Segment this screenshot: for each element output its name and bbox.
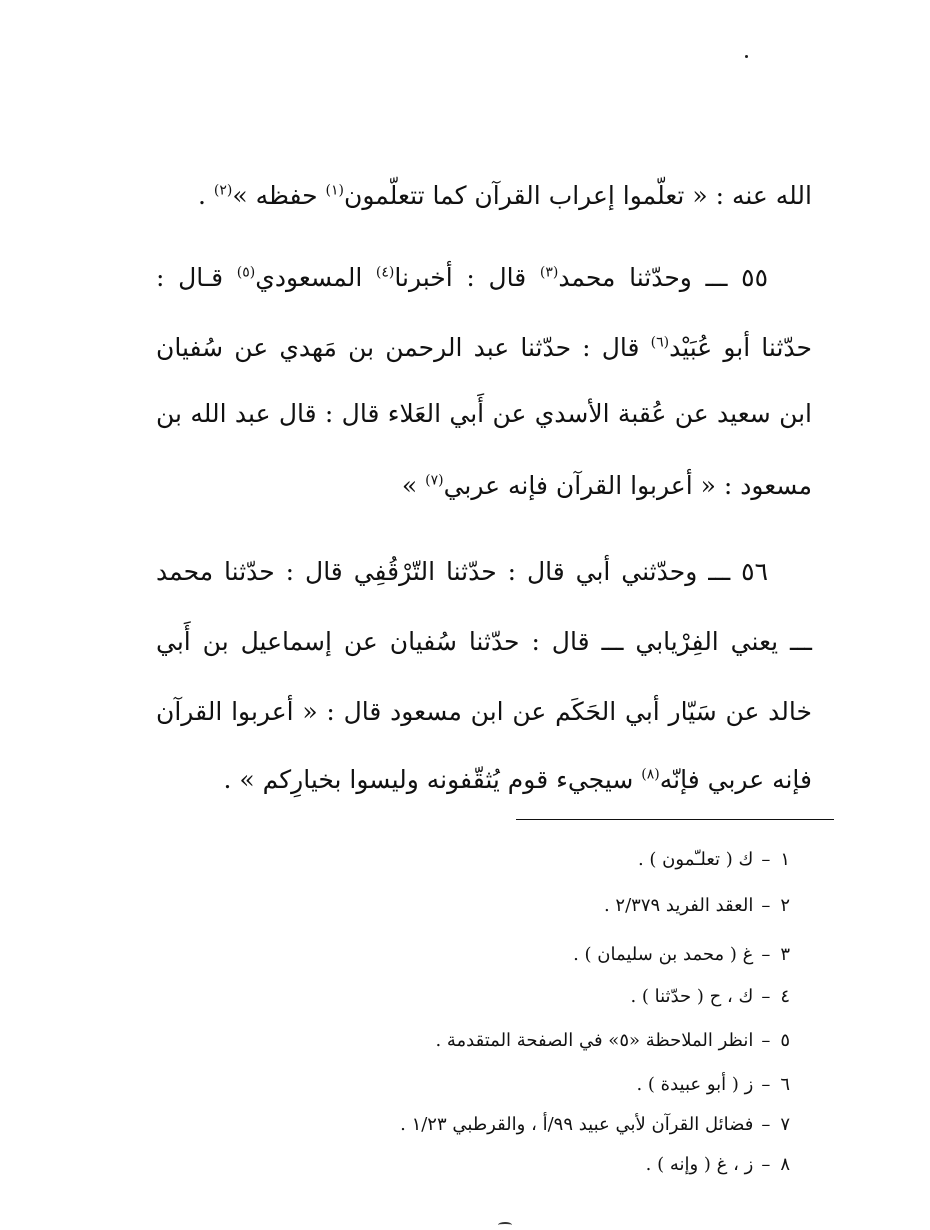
footnote-3	[573, 942, 790, 968]
footnote-text: فضائل القرآن لأبي عبيد ٩٩/أ ، والقرطبي ١/٢٣ .	[400, 1114, 754, 1135]
footnote-number: ٦	[780, 1074, 790, 1095]
footnote-5	[435, 1028, 790, 1054]
line-text: حفظه »	[232, 181, 326, 210]
footnote-ref-8[interactable]: (٨)	[641, 766, 660, 783]
page-number-fragment	[498, 1222, 512, 1228]
item-56-line-1	[156, 552, 768, 592]
footnote-text: ك ( تعلـّمون ) .	[637, 849, 754, 870]
item-56-line-2	[156, 622, 812, 662]
line-text: قال : حدّثنا عبد الرحمن بن مَهدي عن سُفيان	[156, 333, 651, 362]
footnote-ref-5[interactable]: (٥)	[236, 264, 256, 281]
footnote-ref-6[interactable]: (٦)	[650, 334, 670, 351]
footnote-number: ٧	[780, 1114, 790, 1135]
footnote-text: غ ( محمد بن سليمان ) .	[573, 944, 754, 965]
footnote-ref-4[interactable]: (٤)	[375, 264, 395, 281]
footnote-2	[604, 893, 790, 919]
footnote-4	[630, 984, 790, 1010]
footnote-number: ٨	[780, 1154, 790, 1175]
line-text: قـال :	[156, 263, 237, 292]
footnote-number: ٤	[780, 986, 790, 1007]
line-text: مسعود : « أعربوا القرآن فإنه عربي	[443, 471, 812, 500]
footnote-dash: –	[761, 1074, 771, 1095]
line-text: الله عنه : « تعلّموا إعراب القرآن كما تتعلّمون	[344, 181, 812, 210]
footnote-number: ١	[780, 849, 790, 870]
footnote-ref-2[interactable]: (٢)	[213, 182, 233, 199]
scan-speck	[745, 55, 748, 58]
item-55-line-2	[156, 328, 812, 368]
footnote-separator	[516, 819, 834, 820]
footnote-dash: –	[761, 1154, 771, 1175]
text-line-1	[132, 176, 812, 216]
line-text: سيجيء قوم يُثقّفونه وليسوا بخيارِكم » .	[223, 765, 642, 794]
line-text: »	[401, 471, 426, 500]
item-56-line-3	[156, 692, 812, 732]
footnote-text: انظر الملاحظة «٥» في الصفحة المتقدمة .	[435, 1030, 754, 1051]
footnote-dash: –	[761, 1030, 771, 1051]
line-text: حدّثنا أبو عُبَيْد	[669, 333, 812, 362]
line-text: المسعودي	[255, 263, 376, 292]
footnote-6	[636, 1072, 790, 1098]
footnote-ref-3[interactable]: (٣)	[539, 264, 559, 281]
footnote-text: العقد الفريد ٢/٣٧٩ .	[603, 895, 754, 916]
footnote-dash: –	[761, 986, 771, 1007]
line-text: ـــ وحدّثني أبي قال : حدّثنا التّرْقُفِي قال : حدّثنا محمد	[156, 557, 731, 586]
footnote-text: ز ، غ ( وإنه ) .	[645, 1154, 754, 1175]
footnote-dash: –	[761, 849, 771, 870]
footnote-8	[646, 1152, 790, 1178]
item-55-line-1	[156, 258, 768, 298]
line-text: خالد عن سَيّار أبي الحَكَم عن ابن مسعود قال : « أعربوا القرآن	[156, 697, 812, 726]
footnote-number: ٢	[780, 895, 790, 916]
footnote-1	[638, 847, 790, 873]
line-text: .	[197, 181, 214, 210]
footnote-text: ز ( أبو عبيدة ) .	[636, 1074, 754, 1095]
footnote-number: ٣	[780, 944, 790, 965]
line-text: ابن سعيد عن عُقبة الأسدي عن أَبي العَلاء قال : قال عبد الله بن	[156, 399, 812, 428]
item-55-line-3	[156, 394, 812, 434]
line-text: ـــ وحدّثنا محمد	[558, 263, 728, 292]
item-number: ٥٦	[741, 557, 768, 586]
footnote-dash: –	[761, 944, 771, 965]
footnote-dash: –	[761, 895, 771, 916]
item-56-line-4	[132, 760, 812, 800]
item-number: ٥٥	[741, 263, 769, 292]
item-55-line-4	[132, 466, 812, 506]
footnote-7	[400, 1112, 790, 1138]
footnote-ref-7[interactable]: (٧)	[425, 472, 444, 489]
line-text: ـــ يعني الفِرْيابي ـــ قال : حدّثنا سُفيان عن إسماعيل بن أَبي	[156, 627, 812, 656]
footnote-dash: –	[761, 1114, 771, 1135]
footnote-text: ك ، ح ( حدّثنا ) .	[630, 986, 754, 1007]
footnote-number: ٥	[780, 1030, 790, 1051]
footnote-ref-1[interactable]: (١)	[325, 182, 344, 199]
line-text: فإنه عربي فإنّه	[659, 765, 812, 794]
line-text: قال : أخبرنا	[394, 263, 540, 292]
